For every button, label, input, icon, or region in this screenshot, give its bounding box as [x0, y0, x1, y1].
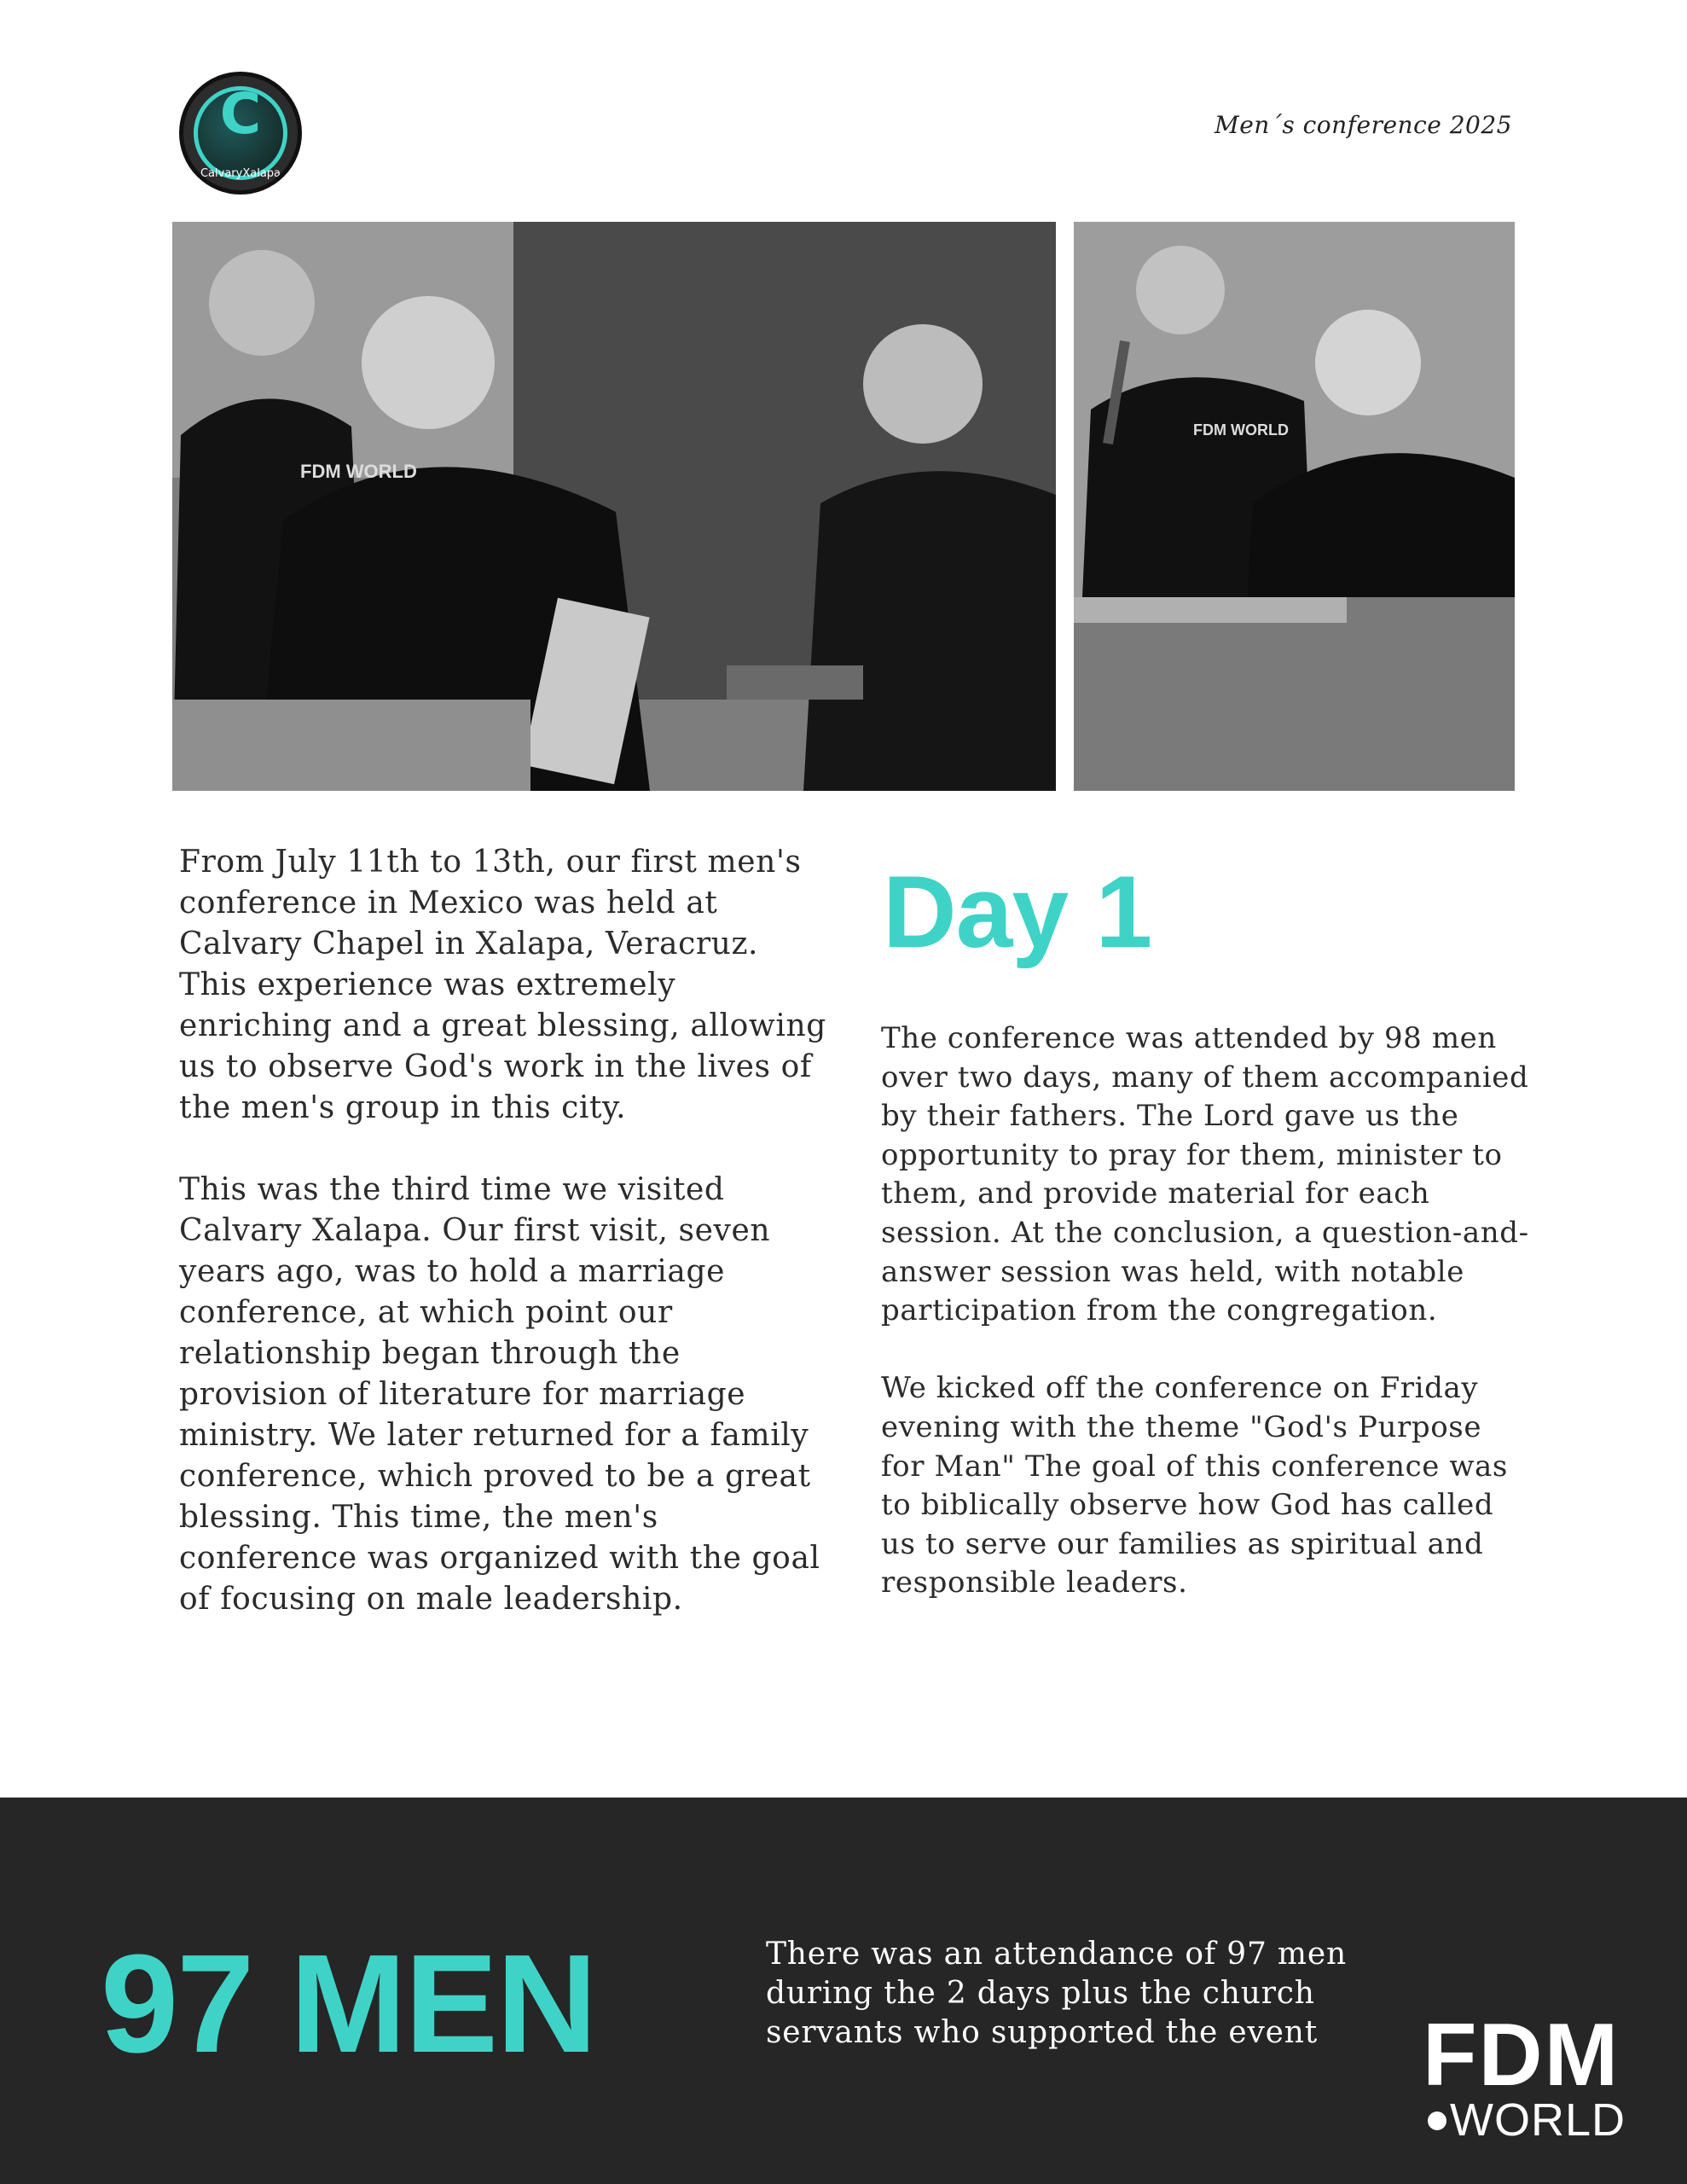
article-right-column: The conference was attended by 98 men over two days, many of them accompanied by their fathers. The Lord gave us the opportunity to pray for them, minister to them, and provide material for each session. At the conclusion, a question-and-answer session was held, with notable participation from the congregation. We kicked off the conference on Friday evening with the theme "God's Purpose for Man" The goal of this conference was to biblically observe how God has called us to serve our families as spiritual and responsible leaders. — [881, 1021, 1529, 1600]
brand-dot — [1428, 2111, 1446, 2130]
photo-right-scene — [1074, 222, 1515, 791]
photo-left-shirt-logo: FDM WORLD — [300, 461, 417, 482]
fdm-world-logo — [1423, 2006, 1646, 2146]
brand-fdm: FDM — [1423, 2006, 1620, 2105]
calvary-xalapa-logo — [179, 72, 302, 195]
day-heading: Day 1 — [883, 855, 1152, 969]
photo-left-scene — [172, 222, 1056, 791]
attendance-description: There was an attendance of 97 men during the 2 days plus the church servants who supported the event — [766, 1937, 1347, 2050]
page-header-title: Men´s conference 2025 — [1215, 111, 1512, 139]
conference-photo-right — [1074, 222, 1515, 791]
article-left-column: From July 11th to 13th, our first men's conference in Mexico was held at Calvary Chapel in Xalapa, Veracruz. This experience was extremely enriching and a great blessing, allowing us to observe God's work in the lives of the men's group in this city. This was the third time we visited Calvary Xalapa. Our first visit, seven years ago, was to hold a marriage conference, at which point our relationship began through the provision of literature for marriage ministry. We later returned for a family conference, which proved to be a great blessing. This time, the men's conference was organized with the goal of focusing on male leadership. — [179, 845, 826, 1617]
attendance-stat: 97 MEN — [101, 1926, 596, 2082]
logo-text: CalvaryXalapa — [200, 167, 281, 180]
conference-photo-left — [172, 222, 1056, 791]
logo-c-mark: C — [219, 81, 262, 147]
brand-world: WORLD — [1450, 2094, 1626, 2146]
photo-right-shirt-logo: FDM WORLD — [1193, 421, 1289, 439]
